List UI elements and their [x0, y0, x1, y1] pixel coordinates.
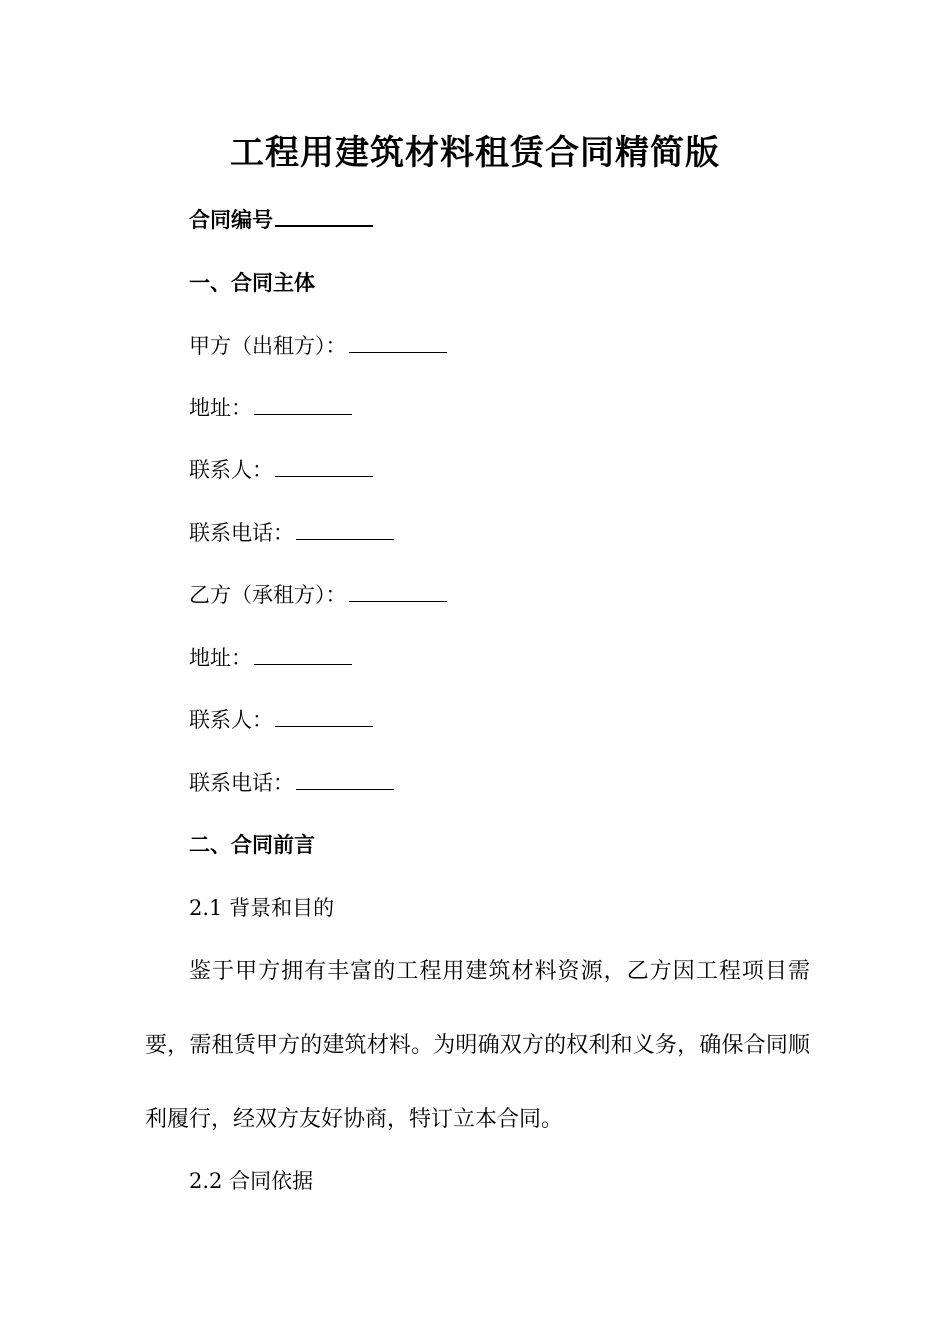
contract-number-line: [189, 204, 373, 236]
party-a-blank: [349, 332, 447, 353]
section-1-heading: 一、合同主体: [189, 270, 315, 295]
party-b-contact-blank: [275, 706, 373, 727]
party-a-contact-blank: [275, 456, 373, 477]
party-a-address-label: 地址：: [189, 396, 252, 420]
party-a-address-line: [189, 392, 352, 424]
party-b-blank: [349, 581, 447, 602]
party-a-phone-blank: [296, 519, 394, 540]
party-b-address-label: 地址：: [189, 646, 252, 670]
party-a-line: [189, 330, 447, 362]
party-b-contact-line: [189, 704, 373, 736]
document-title: 工程用建筑材料租赁合同精简版: [230, 133, 720, 173]
subsection-2-1-heading: 2.1 背景和目的: [189, 896, 335, 920]
party-b-phone-label: 联系电话：: [189, 771, 294, 795]
party-a-phone-line: [189, 517, 394, 549]
party-a-contact-line: [189, 454, 373, 486]
party-b-address-blank: [254, 644, 352, 665]
party-a-label: 甲方（出租方）：: [189, 334, 347, 358]
section-2-heading: 二、合同前言: [189, 832, 315, 857]
party-a-contact-label: 联系人：: [189, 458, 273, 482]
party-b-address-line: [189, 642, 352, 674]
party-b-phone-line: [189, 767, 394, 799]
party-a-address-blank: [254, 394, 352, 415]
contract-number-blank: [275, 205, 373, 227]
paragraph-2-1: 鉴于甲方拥有丰富的工程用建筑材料资源，乙方因工程项目需要，需租赁甲方的建筑材料。为明确双方的权利和义务，确保合同顺利履行，经双方友好协商，特订立本合同。: [145, 959, 810, 1132]
party-b-line: [189, 579, 447, 611]
party-b-contact-label: 联系人：: [189, 708, 273, 732]
party-b-label: 乙方（承租方）：: [189, 583, 347, 607]
party-b-phone-blank: [296, 769, 394, 790]
party-a-phone-label: 联系电话：: [189, 521, 294, 545]
subsection-2-2-heading: 2.2 合同依据: [189, 1169, 314, 1193]
contract-number-label: 合同编号: [189, 207, 273, 232]
